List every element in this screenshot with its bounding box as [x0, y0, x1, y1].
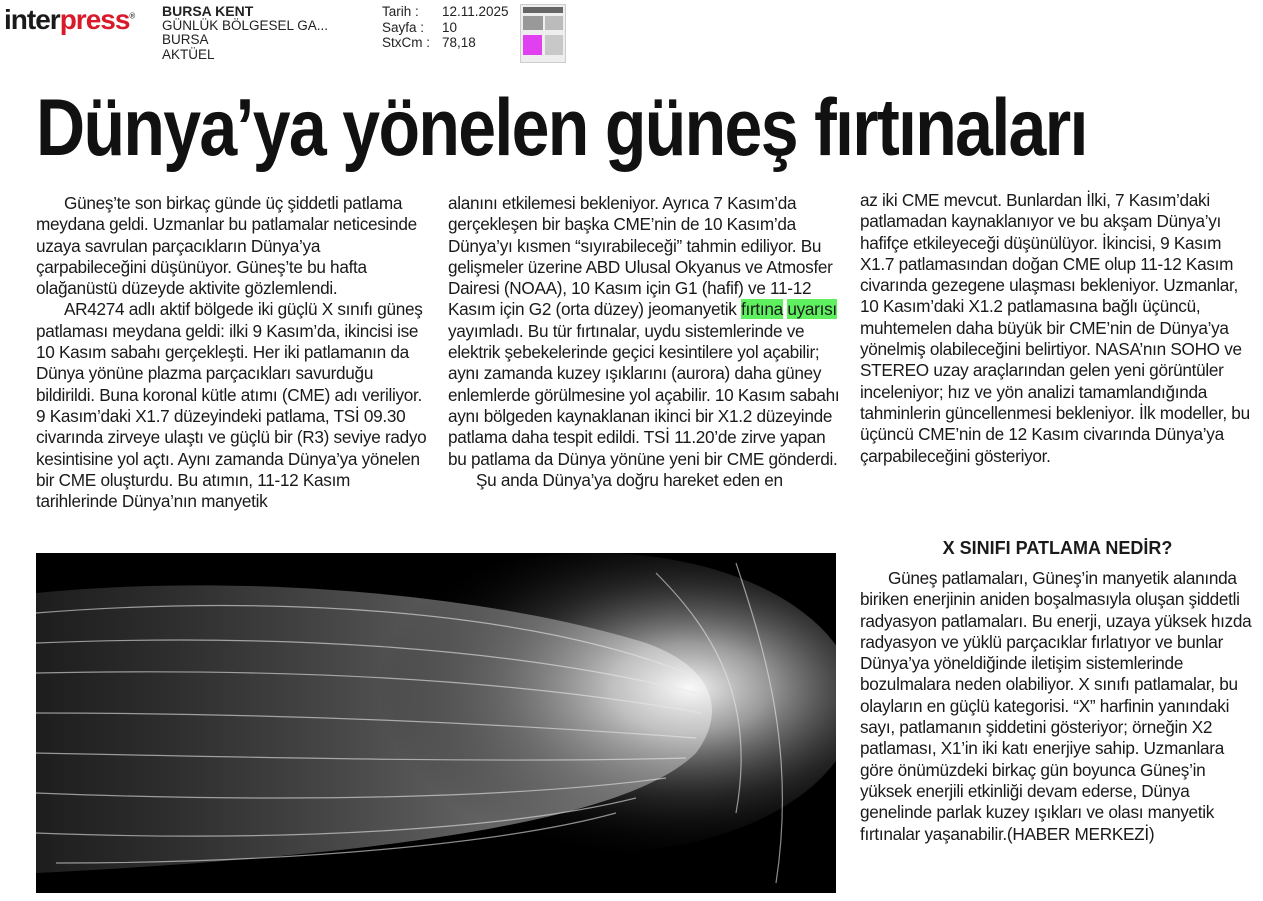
paragraph: Güneş’te son birkaç günde üç şiddetli patlama meydana geldi. Uzmanlar bu patlamalar neticesinde uzaya savrulan parçacıkların Dünya’ya çarpabileceğini düşünüyor. Güneş’te bu hafta olağanüstü düzeyde aktivite gözlemlendi. [36, 193, 417, 299]
date-label: Tarih : [382, 4, 419, 19]
sidebar-subheading: X SINIFI PATLAMA NEDİR? [942, 538, 1173, 558]
logo-part-1: inter [4, 4, 60, 35]
article-column-3 [860, 190, 1255, 467]
stxcm-value: 78,18 [442, 35, 476, 50]
article-column-1 [36, 193, 428, 512]
page-label: Sayfa : [382, 19, 425, 35]
page-value: 10 [442, 19, 458, 35]
paragraph: Güneş patlamaları, Güneş’in manyetik alanında biriken enerjinin aniden boşalmasıyla oluşan şiddetli radyasyon patlamaları. Bu enerji, uzaya yüksek hızda radyasyon ve yüklü parçacıklar fırlatıyor ve bunlar Dünya’ya yöneldiğinde iletişim sistemlerinde bozulmalara neden olabiliyor. X sınıfı patlamalar, bu olayların en güçlü kategorisi. “X” harfinin yanındaki sayı, patlamanın şiddetini gösteriyor; örneğin X2 patlaması, X1’in iki katı enerjiye sahip. Uzmanlara göre önümüzdeki birkaç gün boyunca Güneş’in yüksek enerjili etkinliği devam ederse, Dünya genelinde parlak kuzey ışıkları ve olası manyetik fırtınalar yaşanabilir.(HABER MERKEZİ) [860, 568, 1252, 844]
highlighted-keyword: uyarısı [787, 299, 837, 320]
clip-meta [382, 4, 509, 51]
paragraph [448, 193, 840, 470]
publication-city: BURSA [162, 32, 209, 47]
interpress-logo [4, 4, 134, 36]
solar-storm-image [36, 553, 836, 893]
text-run: alanını etkilemesi bekleniyor. Ayrıca 7 Kasım’da gerçekleşen bir başka CME’nin de 10 Kasım’da Dünya’yı kısmen “sıyırabileceği” tahmin ediliyor. Bu gelişmeler üzerine ABD Ulusal Okyanus ve Atmosfer Dairesi (NOAA), 10 Kasım için G1 (hafif) ve 11-12 Kasım için G2 (orta düzey) jeomanyetik [448, 193, 833, 320]
paragraph: AR4274 adlı aktif bölgede iki güçlü X sınıfı güneş patlaması meydana geldi: ilki 9 Kasım’da, ikincisi ise 10 Kasım sabahı gerçekleşti. Her iki patlamanın da Dünya yönüne plazma parçacıkları savurduğu bildirildi. Buna koronal kütle atımı (CME) adı veriliyor. 9 Kasım’daki X1.7 düzeyindeki patlama, TSİ 09.30 civarında zirveye ulaştı ve güçlü bir (R3) seviye radyo kesintisine yol açtı. Aynı zamanda Dünya’ya yönelen bir CME oluşturdu. Bu atımın, 11-12 Kasım tarihlerinde Dünya’nın manyetik [36, 299, 427, 512]
publication-name: BURSA KENT [162, 3, 254, 19]
highlighted-keyword: fırtına [741, 299, 783, 320]
logo-mark: ® [129, 11, 135, 21]
article-headline: Dünya’ya yönelen güneş fırtınaları [36, 83, 1087, 173]
article-column-2 [448, 193, 840, 491]
text-run: yayımladı. Bu tür fırtınalar, uydu sistemlerinde ve elektrik şebekelerinde geçici kesintilere yol açabilir; aynı zamanda kuzey ışıklarını (aurora) daha güney enlemlerde görülmesine yol açabilir. 10 Kasım sabahı aynı bölgeden kaynaklanan ikinci bir X1.2 düzeyinde patlama daha tespit edildi. TSİ 11.20’de zirve yapan bu patlama da Dünya yönüne yeni bir CME gönderdi. [448, 320, 840, 469]
page-thumbnail[interactable] [520, 4, 566, 63]
logo-part-2: press [59, 4, 130, 35]
solar-storm-photo [36, 553, 836, 893]
source-info [162, 4, 328, 62]
sidebar-text [860, 568, 1255, 845]
stxcm-label: StxCm : [382, 35, 431, 50]
publication-type: GÜNLÜK BÖLGESEL GA... [162, 17, 329, 33]
paragraph: Şu anda Dünya’ya doğru hareket eden en [476, 469, 783, 490]
date-value: 12.11.2025 [442, 4, 509, 19]
publication-category: AKTÜEL [162, 46, 215, 62]
paragraph: az iki CME mevcut. Bunlardan İlki, 7 Kasım’daki patlamadan kaynaklanıyor ve bu akşam Dünya’yı hafifçe etkileyeceği düşünülüyor. İkincisi, 9 Kasım X1.7 patlamasından doğan CME olup 11-12 Kasım civarında gezegene ulaşması bekleniyor. Uzmanlar, 10 Kasım’daki X1.2 patlamasına bağlı üçüncü, muhtemelen daha büyük bir CME’nin de Dünya’ya yönelmiş olabileceğini belirtiyor. NASA’nın SOHO ve STEREO uzay araçlarından gelen yeni görüntüler inceleniyor; hız ve yön analizi tamamlandığında tahminlerin güncellenmesi bekleniyor. İlk modeller, bu üçüncü CME’nin de 12 Kasım civarında Dünya’ya çarpabileceğini gösteriyor. [860, 190, 1250, 466]
